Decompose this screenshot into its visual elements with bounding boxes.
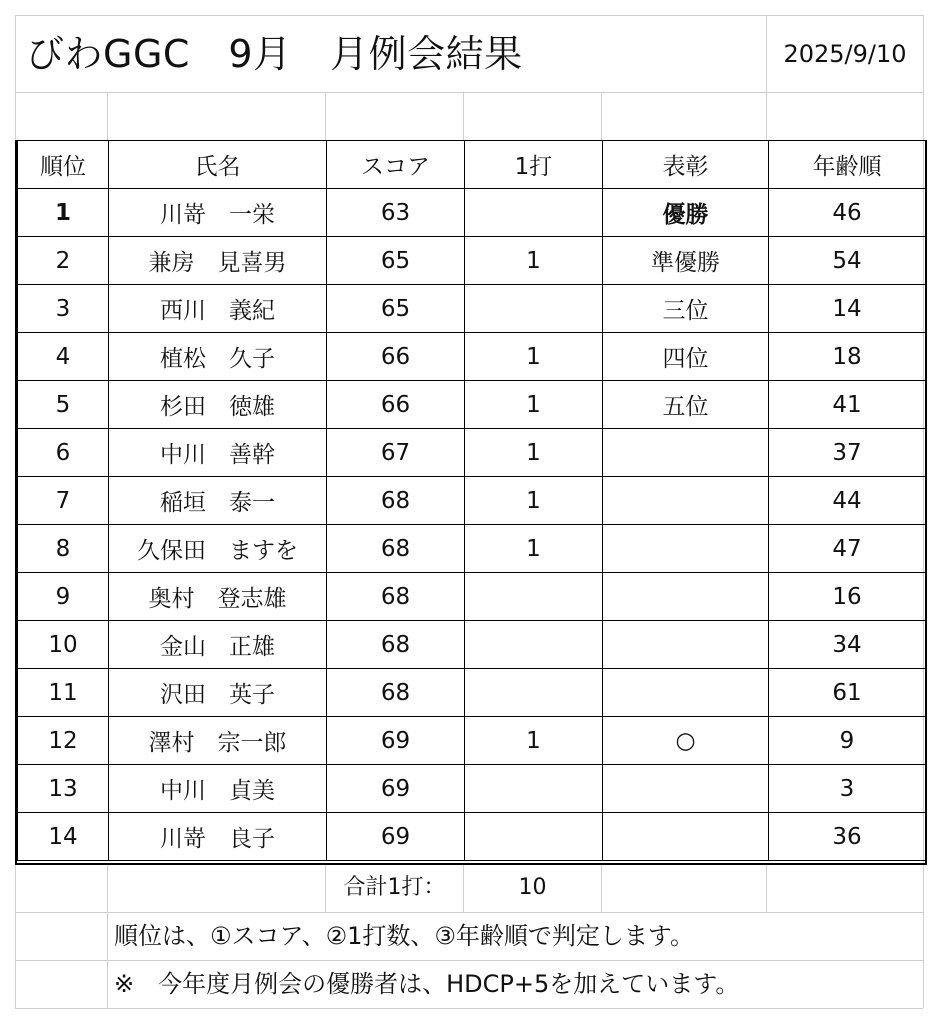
table-row [18,477,926,525]
award-cell [603,813,769,861]
under-cell [465,573,603,621]
age-cell: 46 [769,189,926,237]
handicap-note: ※ 今年度月例会の優勝者は、HDCP+5を加えています。 [114,970,740,998]
table-row [18,813,926,861]
under-cell: 1 [465,477,603,525]
age-cell: 3 [769,765,926,813]
event-date: 2025/9/10 [783,40,907,68]
score-cell: 69 [327,717,465,765]
name-cell: 澤村 宗一郎 [109,717,327,765]
score-cell: 66 [327,333,465,381]
table-row [18,621,926,669]
name-cell: 中川 善幹 [109,429,327,477]
under-cell: 1 [465,237,603,285]
under-cell: 1 [465,333,603,381]
column-header-age: 年齢順 [769,141,926,189]
column-header-award: 表彰 [603,141,769,189]
age-cell: 44 [769,477,926,525]
award-cell: 四位 [603,333,769,381]
rank-cell: 11 [18,669,109,717]
award-cell [603,429,769,477]
name-cell: 川嵜 良子 [109,813,327,861]
rank-cell: 7 [18,477,109,525]
table-row [18,573,926,621]
age-cell: 14 [769,285,926,333]
award-cell [603,765,769,813]
table-row [18,381,926,429]
under-cell [465,189,603,237]
age-cell: 9 [769,717,926,765]
grid-line [601,863,602,912]
age-cell: 41 [769,381,926,429]
table-row [18,717,926,765]
grid-line [463,92,464,140]
rank-cell: 9 [18,573,109,621]
ranking-rule-note: 順位は、①スコア、②1打数、③年齢順で判定します。 [114,922,694,950]
column-header-score: スコア [327,141,465,189]
grid-line [15,1008,923,1009]
score-cell: 65 [327,237,465,285]
award-cell: 五位 [603,381,769,429]
age-cell: 18 [769,333,926,381]
table-row [18,669,926,717]
rank-cell: 4 [18,333,109,381]
column-header-rank: 順位 [18,141,109,189]
age-cell: 37 [769,429,926,477]
award-cell [603,621,769,669]
score-cell: 69 [327,813,465,861]
column-header-under: 1打 [465,141,603,189]
award-cell: 三位 [603,285,769,333]
score-cell: 67 [327,429,465,477]
award-cell [603,669,769,717]
results-table [17,140,926,861]
grid-line [15,15,923,16]
rank-cell: 14 [18,813,109,861]
rank-cell: 6 [18,429,109,477]
name-cell: 沢田 英子 [109,669,327,717]
table-row [18,765,926,813]
award-cell [603,477,769,525]
age-cell: 16 [769,573,926,621]
grid-line [601,92,602,140]
name-cell: 中川 貞美 [109,765,327,813]
under-cell [465,813,603,861]
age-cell: 54 [769,237,926,285]
award-cell [603,525,769,573]
rank-cell: 8 [18,525,109,573]
score-cell: 68 [327,477,465,525]
name-cell: 久保田 ますを [109,525,327,573]
score-cell: 63 [327,189,465,237]
score-cell: 66 [327,381,465,429]
grid-line [107,863,108,1008]
total-under-label: 合計1打： [343,875,446,900]
rank-cell: 10 [18,621,109,669]
grid-line [107,92,108,140]
name-cell: 金山 正雄 [109,621,327,669]
under-cell: 1 [465,717,603,765]
award-cell: 準優勝 [603,237,769,285]
grid-line [766,863,767,912]
age-cell: 36 [769,813,926,861]
rank-cell: 3 [18,285,109,333]
name-cell: 奥村 登志雄 [109,573,327,621]
under-cell [465,669,603,717]
total-under-value: 10 [518,875,547,900]
score-cell: 68 [327,669,465,717]
score-cell: 69 [327,765,465,813]
award-cell [603,573,769,621]
under-cell: 1 [465,429,603,477]
age-cell: 34 [769,621,926,669]
name-cell: 稲垣 泰一 [109,477,327,525]
rank-cell: 12 [18,717,109,765]
under-cell: 1 [465,381,603,429]
grid-line [325,92,326,140]
score-cell: 68 [327,573,465,621]
header-row [18,141,926,189]
name-cell: 西川 義紀 [109,285,327,333]
rank-cell: 2 [18,237,109,285]
under-cell [465,621,603,669]
table-row [18,285,926,333]
score-cell: 65 [327,285,465,333]
under-cell: 1 [465,525,603,573]
name-cell: 川嵜 一栄 [109,189,327,237]
table-row [18,429,926,477]
results-table-wrapper [15,140,927,865]
under-cell [465,765,603,813]
rank-cell: 5 [18,381,109,429]
award-cell: 優勝 [603,189,769,237]
name-cell: 兼房 見喜男 [109,237,327,285]
table-row [18,189,926,237]
score-cell: 68 [327,621,465,669]
under-cell [465,285,603,333]
name-cell: 植松 久子 [109,333,327,381]
table-row [18,525,926,573]
name-cell: 杉田 徳雄 [109,381,327,429]
award-cell: ○ [603,717,769,765]
age-cell: 61 [769,669,926,717]
age-cell: 47 [769,525,926,573]
grid-line [15,92,923,93]
table-row [18,237,926,285]
table-row [18,333,926,381]
column-header-name: 氏名 [109,141,327,189]
rank-cell: 13 [18,765,109,813]
score-cell: 68 [327,525,465,573]
page-title: びわGGC 9月 月例会結果 [26,32,523,76]
rank-cell: 1 [18,189,109,237]
